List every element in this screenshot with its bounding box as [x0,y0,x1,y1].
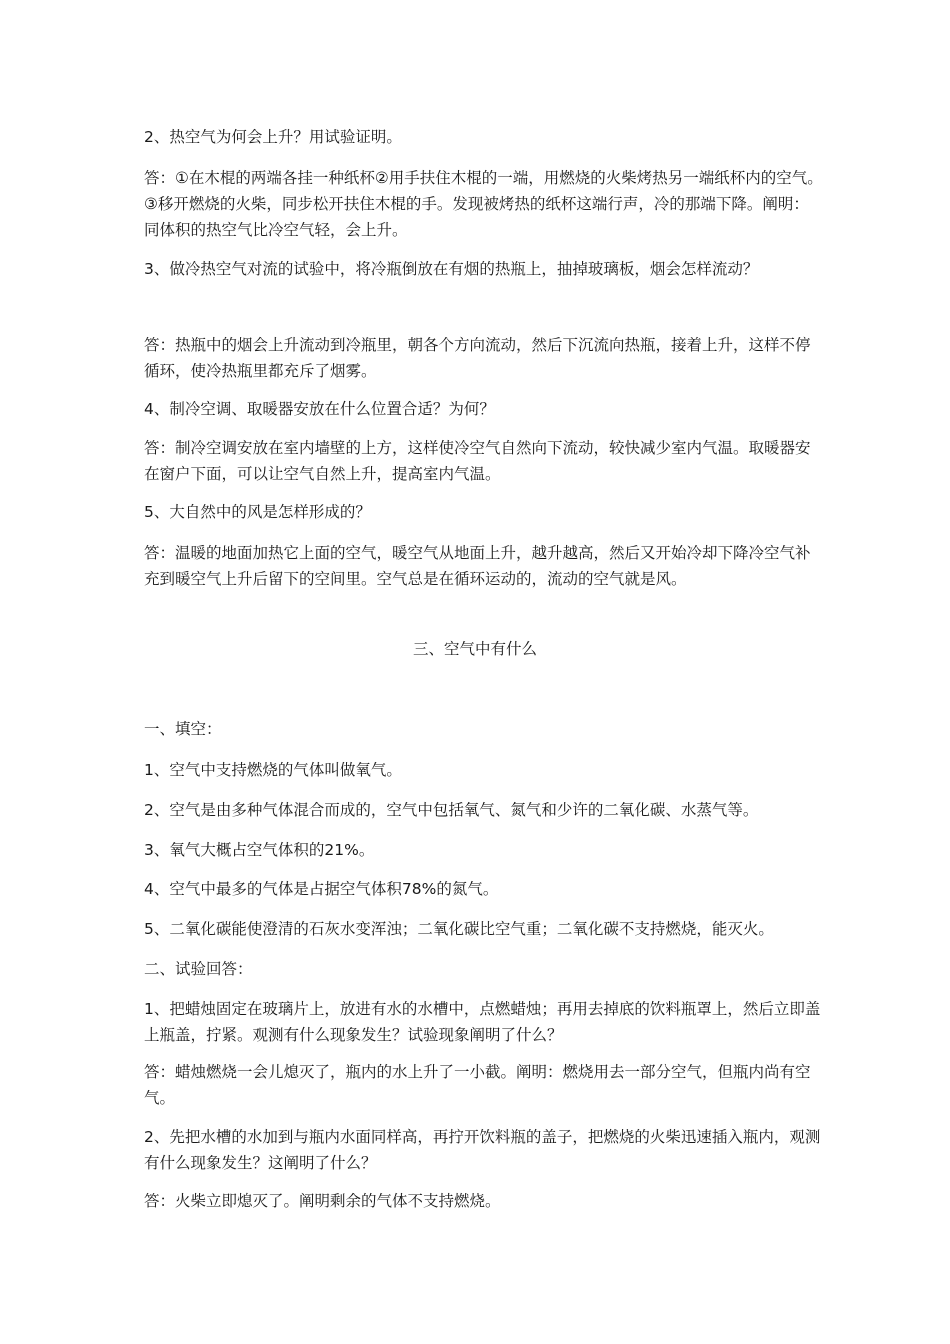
answer-2: 答：①在木棍的两端各挂一种纸杯②用手扶住木棍的一端，用燃烧的火柴烤热另一端纸杯内的空气。③移开燃烧的火柴，同步松开扶住木棍的手。发现被烤热的纸杯这端行声，冷的那端下降。阐明：同体积的热空气比冷空气轻，会上升。 [144,169,823,239]
section-title: 三、空气中有什么 [412,640,537,658]
fill-item: 3、氧气大概占空气体积的21%。 [144,841,375,859]
question-4: 4、制冷空调、取暖器安放在什么位置合适？为何？ [144,400,495,418]
experiment-question-2: 2、先把水槽的水加到与瓶内水面同样高，再拧开饮料瓶的盖子，把燃烧的火柴迅速插入瓶内，观测有什么现象发生？这阐明了什么？ [144,1128,821,1172]
fill-item: 4、空气中最多的气体是占据空气体积78%的氮气。 [144,880,499,898]
question-5: 5、大自然中的风是怎样形成的？ [144,503,371,521]
experiment-answer-1: 答：蜡烛燃烧一会儿熄灭了，瓶内的水上升了一小截。阐明：燃烧用去一部分空气，但瓶内尚有空气。 [144,1063,811,1107]
experiment-answer-2: 答：火柴立即熄灭了。阐明剩余的气体不支持燃烧。 [144,1192,501,1210]
fill-item: 2、空气是由多种气体混合而成的，空气中包括氧气、氮气和少许的二氧化碳、水蒸气等。 [144,801,759,819]
experiment-question-1: 1、把蜡烛固定在玻璃片上，放进有水的水槽中，点燃蜡烛；再用去掉底的饮料瓶罩上，然后立即盖上瓶盖，拧紧。观测有什么现象发生？试验现象阐明了什么？ [144,1000,821,1044]
fill-item: 1、空气中支持燃烧的气体叫做氧气。 [144,761,402,779]
experiment-heading: 二、试验回答： [144,960,253,978]
answer-3: 答：热瓶中的烟会上升流动到冷瓶里，朝各个方向流动，然后下沉流向热瓶，接着上升，这样不停循环，使冷热瓶里都充斥了烟雾。 [144,336,811,380]
fill-heading: 一、填空： [144,720,222,738]
answer-5: 答：温暖的地面加热它上面的空气，暖空气从地面上升，越升越高，然后又开始冷却下降冷空气补充到暖空气上升后留下的空间里。空气总是在循环运动的，流动的空气就是风。 [144,544,811,588]
question-3: 3、做冷热空气对流的试验中，将冷瓶倒放在有烟的热瓶上，抽掉玻璃板，烟会怎样流动？ [144,260,759,278]
question-2: 2、热空气为何会上升？用试验证明。 [144,128,402,146]
fill-item: 5、二氧化碳能使澄清的石灰水变浑浊；二氧化碳比空气重；二氧化碳不支持燃烧，能灭火。 [144,920,774,938]
answer-4: 答：制冷空调安放在室内墙壁的上方，这样使冷空气自然向下流动，较快减少室内气温。取暖器安在窗户下面，可以让空气自然上升，提高室内气温。 [144,439,811,483]
